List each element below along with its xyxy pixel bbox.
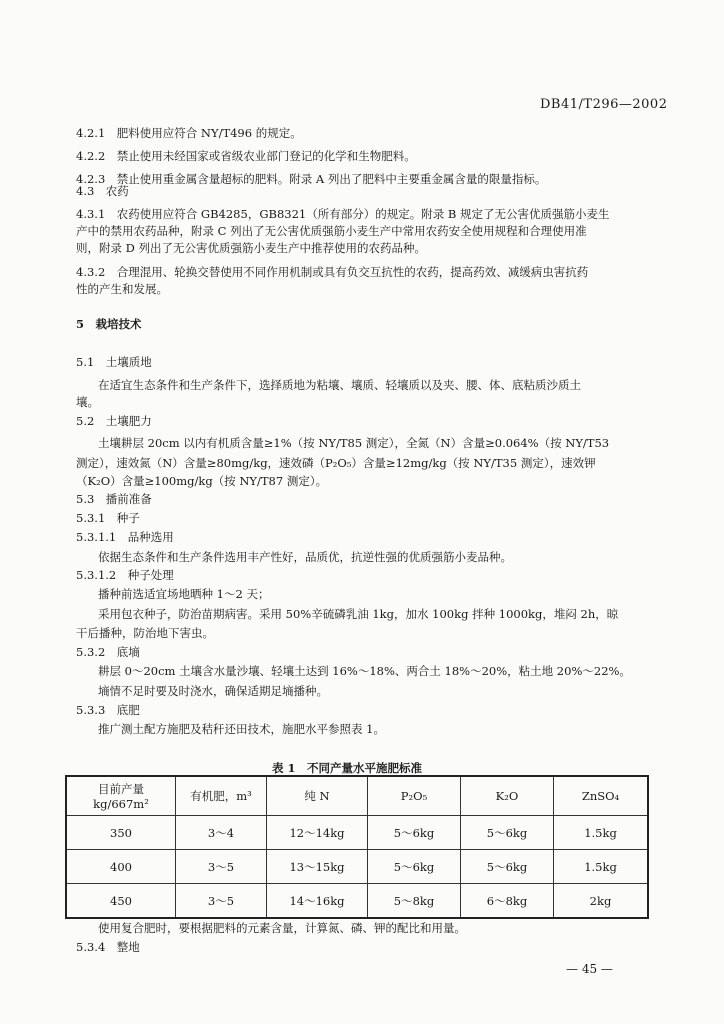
para-5-3-1-1: 依据生态条件和生产条件选用丰产性好，品质优，抗逆性强的优质强筋小麦品种。 [98, 550, 512, 564]
clause-4-3-1-line1: 4.3.1 农药使用应符合 GB4285，GB8321（所有部分）的规定。附录 B 规定了无公害优质强筋小麦生 [76, 207, 610, 221]
cell-yield: 450 [66, 884, 176, 919]
clause-4-2-3: 4.2.3 禁止使用重金属含量超标的肥料。附录 A 列出了肥料中主要重金属含量的限量指标。 [76, 172, 547, 186]
heading-5-3-3: 5.3.3 底肥 [76, 703, 140, 717]
header-znso4: ZnSO₄ [554, 776, 649, 816]
heading-4-3: 4.3 农药 [76, 184, 129, 198]
cell-p2o5: 5～8kg [368, 884, 461, 919]
heading-5-3-1-1: 5.3.1.1 品种选用 [76, 530, 174, 544]
cell-znso4: 1.5kg [554, 850, 649, 884]
clause-4-3-2-line2: 性的产生和发展。 [76, 282, 168, 296]
clause-4-3-2-line1: 4.3.2 合理混用、轮换交替使用不同作用机制或具有负交互抗性的农药，提高药效、减缓病虫害抗药 [76, 265, 589, 279]
para-5-1-line1: 在适宜生态条件和生产条件下，选择质地为粘壤、壤质、轻壤质以及夹、腰、体、底粘质沙质土 [98, 378, 581, 392]
cell-p2o5: 5～6kg [368, 850, 461, 884]
cell-k2o: 5～6kg [461, 816, 554, 850]
table-row [66, 816, 648, 850]
header-n: 纯 N [267, 776, 368, 816]
clause-4-3-1-line2: 产中的禁用农药品种，附录 C 列出了无公害优质强筋小麦生产中常用农药安全使用规程和合理使用准 [76, 224, 587, 238]
cell-p2o5: 5～6kg [368, 816, 461, 850]
cell-znso4: 2kg [554, 884, 649, 919]
header-yield [66, 776, 176, 816]
heading-5-2: 5.2 土壤肥力 [76, 414, 152, 428]
table-row [66, 850, 648, 884]
heading-5-3-4: 5.3.4 整地 [76, 940, 140, 954]
cell-k2o: 6～8kg [461, 884, 554, 919]
fertilizer-table [65, 775, 649, 919]
cell-k2o: 5～6kg [461, 850, 554, 884]
para-5-3-3: 推广测土配方施肥及秸秆还田技术，施肥水平参照表 1。 [98, 722, 385, 736]
para-5-2-line2: 测定），速效氮（N）含量≥80mg/kg，速效磷（P₂O₅）含量≥12mg/kg（按 NY/T35 测定），速效钾 [76, 456, 596, 470]
cell-organic: 3～5 [176, 850, 267, 884]
cell-yield: 350 [66, 816, 176, 850]
para-5-1-line2: 壤。 [76, 395, 99, 409]
header-organic: 有机肥，m³ [176, 776, 267, 816]
heading-5-1: 5.1 土壤质地 [76, 355, 152, 369]
heading-5-3-2: 5.3.2 底墒 [76, 645, 140, 659]
table-header-row [66, 776, 648, 816]
page-number: — 45 — [566, 962, 613, 976]
heading-5-3-1: 5.3.1 种子 [76, 511, 140, 525]
heading-5: 5 栽培技术 [76, 317, 142, 331]
cell-organic: 3～5 [176, 884, 267, 919]
heading-5-3: 5.3 播前准备 [76, 492, 152, 506]
header-k2o: K₂O [461, 776, 554, 816]
cell-n: 13～15kg [267, 850, 368, 884]
para-5-3-2-line1: 耕层 0～20cm 土壤含水量沙壤、轻壤土达到 16%～18%、两合土 18%～20%，粘土地 20%～22%。 [98, 664, 631, 678]
para-5-3-1-2-line2: 采用包衣种子，防治苗期病害。采用 50%辛硫磷乳油 1kg，加水 100kg 拌种 1000kg，堆闷 2h，晾 [98, 607, 619, 621]
para-5-3-1-2-line3: 干后播种，防治地下害虫。 [76, 626, 214, 640]
clause-4-3-1-line3: 则，附录 D 列出了无公害优质强筋小麦生产中推荐使用的农药品种。 [76, 241, 427, 255]
cell-n: 12～14kg [267, 816, 368, 850]
standard-code: DB41/T296—2002 [540, 97, 668, 112]
cell-organic: 3～4 [176, 816, 267, 850]
para-5-3-2-line2: 墒情不足时要及时浇水，确保适期足墒播种。 [98, 684, 328, 698]
header-yield-line1: 目前产量 [98, 782, 144, 796]
header-p2o5: P₂O₅ [368, 776, 461, 816]
table-caption: 表 1 不同产量水平施肥标准 [272, 761, 423, 775]
clause-4-2-1: 4.2.1 肥料使用应符合 NY/T496 的规定。 [76, 126, 302, 140]
heading-5-3-1-2: 5.3.1.2 种子处理 [76, 568, 174, 582]
note-after-table: 使用复合肥时，要根据肥料的元素含量，计算氮、磷、钾的配比和用量。 [98, 921, 466, 935]
para-5-2-line3: （K₂O）含量≥100mg/kg（按 NY/T87 测定）。 [76, 474, 328, 488]
cell-n: 14～16kg [267, 884, 368, 919]
table-row [66, 884, 648, 919]
clause-4-2-2: 4.2.2 禁止使用未经国家或省级农业部门登记的化学和生物肥料。 [76, 149, 416, 163]
header-yield-line2: kg/667m² [93, 797, 149, 811]
para-5-3-1-2-line1: 播种前选适宜场地晒种 1～2 天； [98, 587, 270, 601]
cell-yield: 400 [66, 850, 176, 884]
cell-znso4: 1.5kg [554, 816, 649, 850]
para-5-2-line1: 土壤耕层 20cm 以内有机质含量≥1%（按 NY/T85 测定），全氮（N）含量≥0.064%（按 NY/T53 [98, 436, 610, 450]
